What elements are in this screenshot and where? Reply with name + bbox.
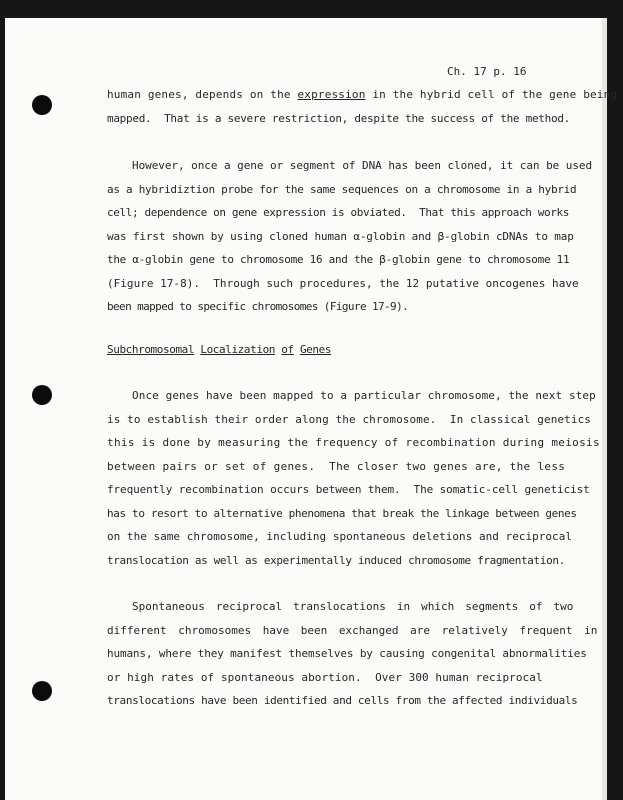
heading-word: Genes [299,343,332,356]
cloning-line-7: been mapped to specific chromosomes (Figure 17-9). [107,300,409,313]
underlined-term: expression [297,88,366,101]
order-line-1: Once genes have been mapped to a particular chromosome, the next step [132,389,596,402]
order-line-7: on the same chromosome, including spontaneous deletions and reciprocal [107,530,572,543]
section-heading [107,343,331,356]
translocations-line-5: translocations have been identified and cells from the affected individuals [107,694,578,707]
intro-line-1-start: human genes, depends on the [107,88,298,101]
page-number-header: Ch. 17 p. 16 [447,65,527,78]
translocations-line-2: different chromosomes have been exchanged are relatively frequent in [107,624,598,637]
intro-line-1-end: in the hybrid cell of the gene being [365,88,618,101]
punch-hole [32,95,52,115]
order-line-5: frequently recombination occurs between them. The somatic-cell geneticist [107,483,590,496]
cloning-line-2: as a hybridiztion probe for the same sequences on a chromosome in a hybrid [107,183,577,196]
cloning-line-5: the α-globin gene to chromosome 16 and the β-globin gene to chromosome 11 [107,253,570,266]
translocations-line-1: Spontaneous reciprocal translocations in which segments of two [132,600,574,613]
order-line-6: has to resort to alternative phenomena that break the linkage between genes [107,507,577,520]
intro-line-1 [107,88,617,101]
order-line-2: is to establish their order along the chromosome. In classical genetics [107,413,592,426]
cloning-line-6: (Figure 17-8). Through such procedures, the 12 putative oncogenes have [107,277,579,290]
cloning-line-4: was first shown by using cloned human α-globin and β-globin cDNAs to map [107,230,574,243]
intro-line-2: mapped. That is a severe restriction, despite the success of the method. [107,112,571,125]
order-line-4: between pairs or set of genes. The closer two genes are, the less [107,460,566,473]
page-edge [602,18,607,800]
translocations-line-4: or high rates of spontaneous abortion. Over 300 human reciprocal [107,671,543,684]
order-line-3: this is done by measuring the frequency of recombination during meiosis [107,436,600,449]
translocations-line-3: humans, where they manifest themselves by causing congenital abnormalities [107,647,587,660]
punch-hole [32,385,52,405]
heading-word: Localization [200,343,276,356]
cloning-line-3: cell; dependence on gene expression is obviated. That this approach works [107,206,569,219]
cloning-line-1: However, once a gene or segment of DNA has been cloned, it can be used [132,159,593,172]
order-line-8: translocation as well as experimentally induced chromosome fragmentation. [107,554,565,567]
heading-word: of [281,343,294,356]
heading-word: Subchromosomal [107,343,195,356]
punch-hole [32,681,52,701]
